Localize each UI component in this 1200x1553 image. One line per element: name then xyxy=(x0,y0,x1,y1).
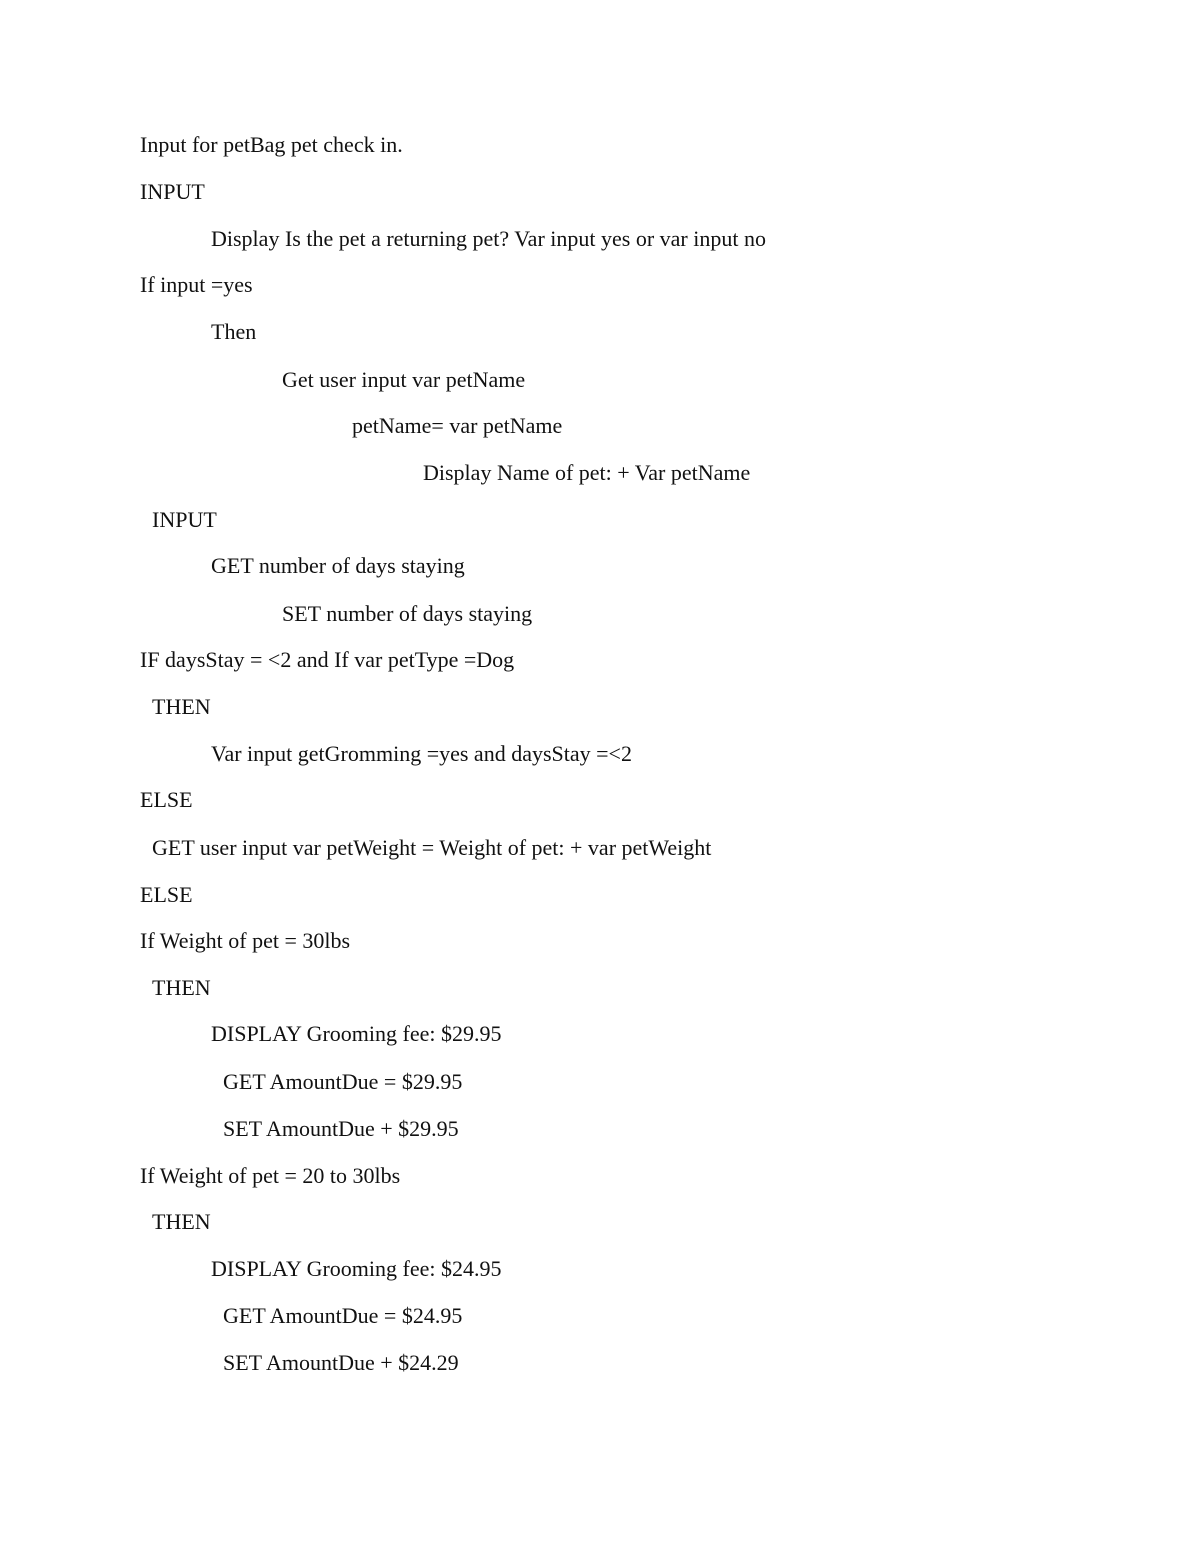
code-line: THEN xyxy=(152,694,211,719)
code-line: ELSE xyxy=(140,882,193,907)
code-line: SET AmountDue + $24.29 xyxy=(223,1350,459,1375)
code-line: GET user input var petWeight = Weight of pet: + var petWeight xyxy=(152,835,712,860)
code-line: Then xyxy=(211,319,257,344)
code-line: INPUT xyxy=(152,507,217,532)
code-line: Get user input var petName xyxy=(282,367,526,392)
code-line: GET AmountDue = $29.95 xyxy=(223,1069,463,1094)
code-line: Display Name of pet: + Var petName xyxy=(423,460,751,485)
code-line: DISPLAY Grooming fee: $29.95 xyxy=(211,1021,502,1046)
doc-title-line: Input for petBag pet check in. xyxy=(140,132,403,157)
code-line: IF daysStay = <2 and If var petType =Dog xyxy=(140,647,515,672)
code-line: GET number of days staying xyxy=(211,553,465,578)
code-line: SET number of days staying xyxy=(282,601,533,626)
code-line: petName= var petName xyxy=(352,413,563,438)
code-line: Display Is the pet a returning pet? Var input yes or var input no xyxy=(211,226,766,251)
code-line: If Weight of pet = 20 to 30lbs xyxy=(140,1163,401,1188)
code-line: If input =yes xyxy=(140,272,253,297)
code-line: THEN xyxy=(152,1209,211,1234)
code-line: If Weight of pet = 30lbs xyxy=(140,928,351,953)
code-line: DISPLAY Grooming fee: $24.95 xyxy=(211,1256,502,1281)
code-line: GET AmountDue = $24.95 xyxy=(223,1303,463,1328)
code-line: THEN xyxy=(152,975,211,1000)
code-line: Var input getGromming =yes and daysStay =<2 xyxy=(211,741,632,766)
code-line: ELSE xyxy=(140,787,193,812)
code-line: INPUT xyxy=(140,179,205,204)
code-line: SET AmountDue + $29.95 xyxy=(223,1116,459,1141)
